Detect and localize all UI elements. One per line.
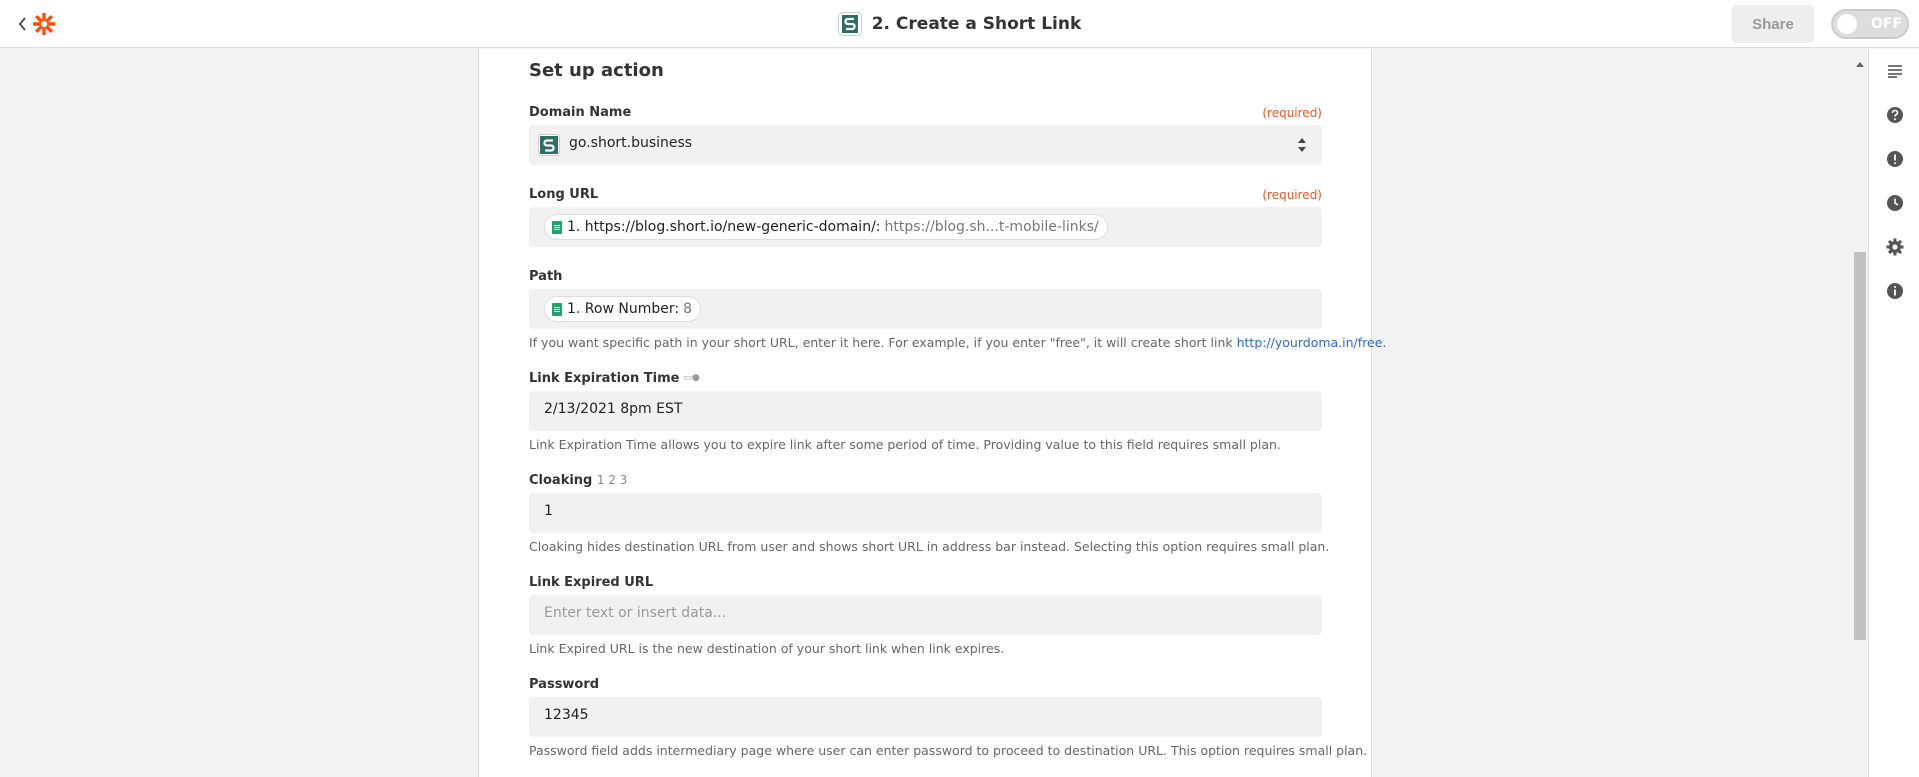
select-arrows-icon	[1297, 137, 1307, 153]
long-url-input[interactable]	[529, 207, 1322, 247]
toggle-label: OFF	[1871, 16, 1903, 32]
link-expiration-label-text: Link Expiration Time	[529, 371, 680, 386]
section-title: Set up action	[529, 60, 664, 81]
mapped-data-pill[interactable]	[544, 296, 701, 322]
required-indicator: (required)	[1262, 188, 1322, 202]
google-sheets-icon	[552, 303, 562, 316]
setup-action-panel	[478, 49, 1387, 777]
example-link[interactable]: http://yourdoma.in/free	[1236, 335, 1383, 350]
zap-on-off-toggle[interactable]	[1831, 9, 1909, 39]
top-bar	[0, 0, 1919, 48]
help-text-end: .	[1382, 335, 1387, 350]
gear-icon[interactable]	[1881, 233, 1909, 261]
scrollbar-thumb[interactable]	[1854, 252, 1866, 640]
cloaking-input[interactable]	[529, 493, 1322, 533]
path-input[interactable]	[529, 289, 1322, 329]
path-help-text	[529, 335, 1386, 350]
pill-field-name: 1. Row Number:	[567, 301, 680, 317]
help-icon[interactable]	[1881, 101, 1909, 129]
domain-name-value: go.short.business	[569, 135, 693, 151]
domain-name-select[interactable]	[529, 125, 1322, 165]
cloaking-label-text: Cloaking	[529, 473, 593, 488]
alert-icon[interactable]	[1881, 145, 1909, 173]
toggle-knob	[1837, 14, 1857, 34]
info-icon[interactable]	[1881, 277, 1909, 305]
link-expired-url-help-text: Link Expired URL is the new destination of your short link when link expires.	[529, 641, 1005, 656]
path-label: Path	[529, 269, 563, 284]
long-url-label: Long URL	[529, 187, 599, 202]
share-button[interactable]: Share	[1732, 5, 1814, 43]
link-expiration-input[interactable]	[529, 391, 1322, 431]
shortio-app-icon	[838, 12, 862, 36]
password-label: Password	[529, 677, 600, 692]
right-sidebar	[1868, 49, 1919, 777]
password-help-text: Password field adds intermediary page where user can enter password to proceed to destination URL. This option requires small plan.	[529, 743, 1368, 758]
back-chevron-icon[interactable]	[14, 12, 30, 36]
password-value: 12345	[544, 707, 589, 723]
pill-field-value: https://blog.sh...t-mobile-links/	[884, 219, 1099, 235]
link-expiration-label	[529, 371, 700, 386]
page-title: 2. Create a Short Link	[871, 14, 1082, 34]
pill-field-name: 1. https://blog.short.io/new-generic-domain/:	[567, 219, 881, 235]
mapped-data-pill[interactable]	[544, 214, 1108, 240]
field-type-icons: ▭●	[683, 373, 700, 383]
pill-field-value: 8	[683, 301, 693, 317]
password-input[interactable]	[529, 697, 1322, 737]
cloaking-label	[529, 473, 627, 488]
link-expiration-value: 2/13/2021 8pm EST	[544, 401, 683, 417]
cloaking-value: 1	[544, 503, 553, 519]
shortio-domain-icon	[538, 134, 560, 156]
required-indicator: (required)	[1262, 106, 1322, 120]
google-sheets-icon	[552, 221, 562, 234]
link-expiration-help-text: Link Expiration Time allows you to expire link after some period of time. Providing value to this field requires small plan.	[529, 437, 1281, 452]
cloaking-hint: 1 2 3	[596, 473, 628, 487]
list-icon[interactable]	[1881, 57, 1909, 85]
link-expired-url-label: Link Expired URL	[529, 575, 654, 590]
link-expired-url-input[interactable]	[529, 595, 1322, 635]
cloaking-help-text: Cloaking hides destination URL from user and shows short URL in address bar instead. Selecting this option requires small plan.	[529, 539, 1330, 554]
domain-name-label: Domain Name	[529, 105, 632, 120]
link-expired-url-placeholder: Enter text or insert data...	[544, 605, 727, 621]
scroll-up-arrow-icon[interactable]	[1855, 53, 1865, 61]
clock-icon[interactable]	[1881, 189, 1909, 217]
zapier-logo-icon[interactable]	[32, 12, 58, 36]
help-text-body: If you want specific path in your short URL, enter it here. For example, if you enter "free", it will create short link	[529, 335, 1237, 350]
